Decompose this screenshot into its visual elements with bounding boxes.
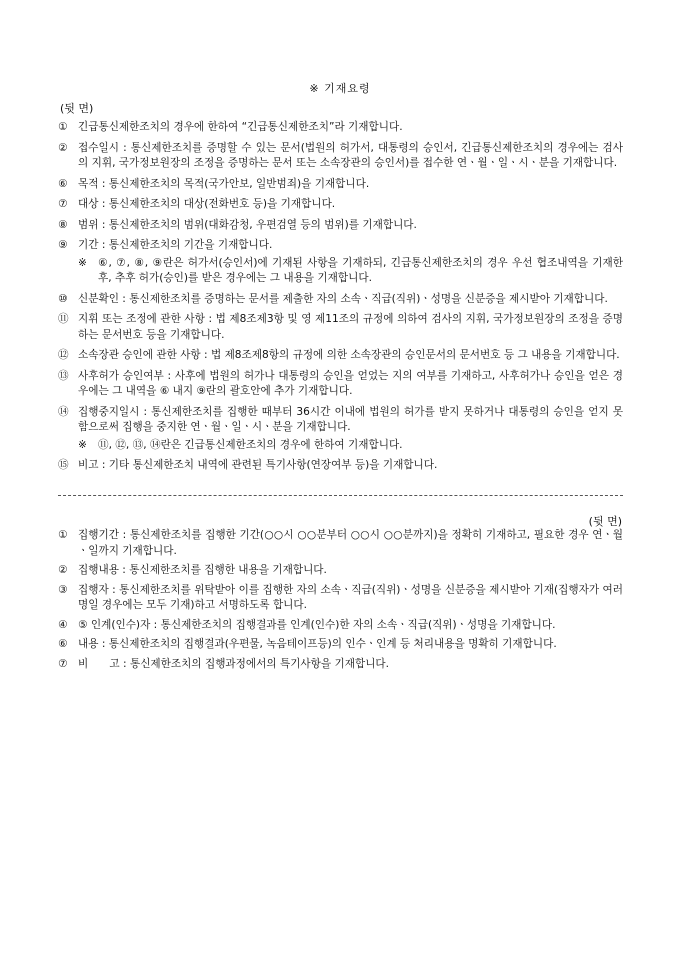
list-item xyxy=(58,197,623,213)
item-text: 지휘 또는 조정에 관한 사항 : 법 제8조제3항 및 영 제11조의 규정에 의하여 검사의 지휘, 국가정보원장의 조정을 증명하는 문서번호 등을 기재합니다. xyxy=(78,313,623,341)
item-number: ⑪ xyxy=(58,313,69,325)
list-item xyxy=(58,292,623,308)
item-number: ② xyxy=(58,564,68,576)
item-number: ⑫ xyxy=(58,349,69,361)
item-text: 비 고 : 통신제한조치의 집행과정에서의 특기사항을 기재합니다. xyxy=(78,657,390,670)
instructions-section-2 xyxy=(58,528,623,676)
item-text: 긴급통신제한조치의 경우에 한하여 “긴급통신제한조치”라 기재합니다. xyxy=(78,121,403,133)
note-text: ⑪, ⑫, ⑬, ⑭란은 긴급통신제한조치의 경우에 한하여 기재합니다. xyxy=(98,438,403,451)
item-text: 집행중지일시 : 통신제한조치를 집행한 때부터 36시간 이내에 법원의 허가를 받지 못하거나 대통령의 승인을 얻지 못함으로써 집행을 중지한 연ㆍ월ㆍ일ㆍ시ㆍ분을 기재합니다. xyxy=(78,405,623,433)
note-text: ⑥, ⑦, ⑧, ⑨란은 허가서(승인서)에 기재된 사항을 기재하되, 긴급통신제한조치의 경우 우선 협조내역을 기재한 후, 추후 허가(승인)를 받은 경우에는 그 내용을 기재합니다. xyxy=(98,256,623,284)
list-item xyxy=(58,218,623,234)
item-text: 소속장관 승인에 관한 사항 : 법 제8조제8항의 규정에 의한 소속장관의 승인문서의 문서번호 등 그 내용을 기재합니다. xyxy=(78,349,620,361)
list-item xyxy=(58,369,623,400)
list-item xyxy=(58,238,623,254)
item-number: ① xyxy=(58,121,68,133)
list-item xyxy=(58,528,623,559)
item-number: ⑩ xyxy=(58,292,68,305)
note-mark: ※ xyxy=(78,438,87,451)
item-text: 집행내용 : 통신제한조치를 집행한 내용을 기재합니다. xyxy=(78,564,327,576)
item-number: ⑦ xyxy=(58,198,68,210)
item-text: 사후허가 승인여부 : 사후에 법원의 허가나 대통령의 승인을 얻었는 지의 여부를 기재하고, 사후허가나 승인을 얻은 경우에는 그 내역을 ⑥ 내지 ⑨란의 괄호안에 추가 기재합니다. xyxy=(78,369,623,397)
list-item xyxy=(58,618,623,634)
list-item xyxy=(58,637,623,653)
item-number: ⑨ xyxy=(58,239,68,251)
item-number: ④ xyxy=(58,618,68,631)
item-number: ⑦ xyxy=(58,657,68,670)
dashed-divider xyxy=(58,495,623,496)
item-number: ⑥ xyxy=(58,177,68,190)
item-text: 신분확인 : 통신제한조치를 증명하는 문서를 제출한 자의 소속ㆍ직급(직위)ㆍ성명을 신분증을 제시받아 기재합니다. xyxy=(78,292,608,305)
list-item xyxy=(58,120,623,136)
list-item xyxy=(58,177,623,193)
item-number: ① xyxy=(58,529,68,541)
list-item xyxy=(58,563,623,579)
back-side-label-2: (뒷 면) xyxy=(588,515,622,528)
note-mark: ※ xyxy=(78,256,87,269)
list-item xyxy=(58,405,623,436)
page-title: ※ 기재요령 xyxy=(309,82,371,95)
item-text: 기간 : 통신제한조치의 기간을 기재합니다. xyxy=(78,239,273,251)
list-item xyxy=(58,141,623,172)
list-item xyxy=(58,458,623,474)
instructions-section-1 xyxy=(58,120,623,479)
item-number: ⑭ xyxy=(58,405,69,418)
item-text: 대상 : 통신제한조치의 대상(전화번호 등)을 기재합니다. xyxy=(78,198,336,210)
list-item xyxy=(58,583,623,614)
list-item xyxy=(58,657,623,673)
list-item xyxy=(58,312,623,343)
item-text: 집행기간 : 통신제한조치를 집행한 기간(○○시 ○○분부터 ○○시 ○○분까지)을 정확히 기재하고, 필요한 경우 연ㆍ월ㆍ일까지 기재합니다. xyxy=(78,529,623,557)
note xyxy=(58,256,623,287)
item-number: ⑥ xyxy=(58,638,68,650)
item-text: 목적 : 통신제한조치의 목적(국가안보, 일반범죄)을 기재합니다. xyxy=(78,177,370,190)
item-text: 집행자 : 통신제한조치를 위탁받아 이를 집행한 자의 소속ㆍ직급(직위)ㆍ성명을 신분증을 제시받아 기재(집행자가 여러명일 경우에는 모두 기재)하고 서명하도록 합니다. xyxy=(78,583,623,611)
item-text: 접수일시 : 통신제한조치를 증명할 수 있는 문서(법원의 허가서, 대통령의 승인서, 긴급통신제한조치의 경우에는 검사의 지휘, 국가정보원장의 조정을 증명하는 문서 또는 소속장관의 승인서)를 접수한 연ㆍ월ㆍ일ㆍ시ㆍ분을 기재합니다. xyxy=(78,141,623,169)
item-number: ③ xyxy=(58,583,68,596)
item-number: ⑬ xyxy=(58,369,69,382)
item-text: 비고 : 기타 통신제한조치 내역에 관련된 특기사항(연장여부 등)을 기재합니다. xyxy=(78,459,438,471)
item-number: ⑧ xyxy=(58,218,68,231)
item-text: ⑤ 인계(인수)자 : 통신제한조치의 집행결과를 인계(인수)한 자의 소속ㆍ직급(직위)ㆍ성명을 기재합니다. xyxy=(78,618,556,631)
item-number: ⑮ xyxy=(58,459,69,471)
item-text: 내용 : 통신제한조치의 집행결과(우편물, 녹음테이프등)의 인수ㆍ인계 등 처리내용을 명확히 기재합니다. xyxy=(78,638,557,650)
item-number: ② xyxy=(58,141,68,154)
back-side-label: (뒷 면) xyxy=(60,102,94,115)
note xyxy=(58,438,623,454)
item-text: 범위 : 통신제한조치의 범위(대화감청, 우편검열 등의 범위)를 기재합니다. xyxy=(78,218,417,231)
list-item xyxy=(58,348,623,364)
